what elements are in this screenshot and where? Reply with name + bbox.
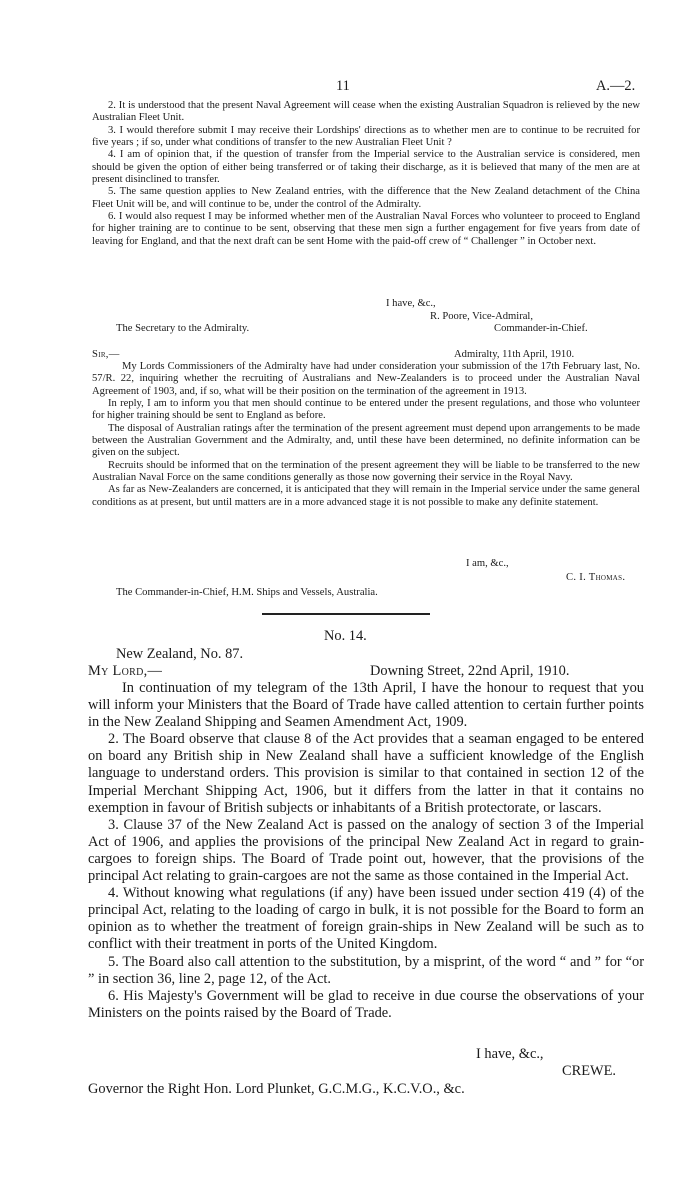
letter3-reference: New Zealand, No. 87. [116, 646, 244, 662]
letter1-signatory-title: Commander-in-Chief. [494, 323, 588, 334]
letter2-addressee: The Commander-in-Chief, H.M. Ships and Vessels, Australia. [116, 587, 378, 598]
paragraph: The disposal of Australian ratings after the termination of the present agreement must depend upon arrangements to be made between the Australian Government and the Admiralty, and, until these have been determined, no definite information can be given on the subject. [92, 422, 640, 459]
letter2-date: Admiralty, 11th April, 1910. [454, 349, 575, 360]
paragraph: 6. I would also request I may be informed whether men of the Australian Naval Forces who volunteer to proceed to England for higher training are to continue to be sent, observing that these men sign a further engagement for five years from date of leaving for England, and that the next draft can be sent Home with the paid-off crew of “ Challenger ” in October next. [92, 211, 640, 247]
paragraph: In continuation of my telegram of the 13th April, I have the honour to request that you will inform your Ministers that the Board of Trade have called attention to certain further points in the New Zealand Shipping and Seamen Amendment Act, 1909. [88, 680, 644, 731]
paragraph: 2. The Board observe that clause 8 of the Act provides that a seaman engaged to be entered on board any British ship in New Zealand shall have a sufficient knowledge of the English language to understand orders. This provision is similar to that contained in section 12 of the Imperial Merchant Shipping Act, 1906, but it differs from the latter in that it contains no exemption in favour of British subjects or inhabitants of a British protectorate, or lascars. [88, 731, 644, 816]
letter1-body [92, 100, 640, 248]
paragraph: In reply, I am to inform you that men should continue to be entered under the present regulations, and those who volunteer for higher training should be sent to England as before. [92, 398, 640, 422]
letter3-body [88, 680, 644, 1022]
paragraph: My Lords Commissioners of the Admiralty have had under consideration your submission of the 17th February last, No. 57/R. 22, inquiring whether the recruiting of Australians and New-Zealanders is to proceed under the Australian Naval Agreement of 1903, and, if so, what will be their position on the termination of the agreement in 1913. [92, 361, 640, 397]
letter2-body [92, 361, 640, 509]
letter3-signature: CREWE. [562, 1063, 616, 1079]
paragraph: As far as New-Zealanders are concerned, it is anticipated that they will remain in the Imperial service under the same general conditions as at present, but until matters are in a more advanced stage it is not possible to make any definite statement. [92, 484, 640, 508]
document-reference: A.—2. [596, 78, 636, 94]
letter3-date: Downing Street, 22nd April, 1910. [370, 663, 570, 679]
letter2-salutation: Sir,— [92, 349, 120, 360]
paragraph: 5. The Board also call attention to the substitution, by a misprint, of the word “ and ” for “or ” in section 36, line 2, page 12, of the Act. [88, 953, 644, 987]
paragraph: 4. I am of opinion that, if the question of transfer from the Imperial service to the Australian service is considered, men should be given the option of either being transferred or of taking their discharge, as it is believed that many of the men are at present disinclined to transfer. [92, 149, 640, 186]
letter-number: No. 14. [324, 628, 367, 644]
paragraph: 6. His Majesty's Government will be glad to receive in due course the observations of your Ministers on the points raised by the Board of Trade. [88, 987, 644, 1021]
paragraph: 5. The same question applies to New Zealand entries, with the difference that the New Zealand detachment of the China Fleet Unit will be, and will continue to be, under the control of the Admiralty. [92, 186, 640, 210]
section-divider [262, 613, 430, 615]
paragraph: 3. I would therefore submit I may receive their Lordships' directions as to whether men are to continue to be recruited for five years ; if so, under what conditions of transfer to the new Australian Fleet Unit ? [92, 124, 640, 149]
paragraph: Recruits should be informed that on the termination of the present agreement they will be liable to be transferred to the new Australian Naval Force on the same conditions generally as those now governing their service in the Royal Navy. [92, 459, 640, 484]
paragraph: 2. It is understood that the present Naval Agreement will cease when the existing Australian Squadron is relieved by the new Australian Fleet Unit. [92, 100, 640, 124]
letter3-addressee: Governor the Right Hon. Lord Plunket, G.C.M.G., K.C.V.O., &c. [88, 1081, 465, 1097]
letter2-signature: C. I. Thomas. [566, 572, 626, 583]
letter1-closing: I have, &c., [386, 298, 436, 309]
letter2-closing: I am, &c., [466, 558, 509, 569]
letter3-closing: I have, &c., [476, 1046, 544, 1062]
letter1-signature: R. Poore, Vice-Admiral, [430, 311, 534, 322]
page-number: 11 [336, 78, 350, 94]
paragraph: 3. Clause 37 of the New Zealand Act is passed on the analogy of section 3 of the Imperial Act of 1906, and applies the provisions of the principal New Zealand Act in regard to grain-cargoes to foreign ships. The Board of Trade point out, however, that the provisions of the principal Act relating to grain-cargoes are not the same as those contained in the Imperial Act. [88, 816, 644, 885]
letter1-addressee: The Secretary to the Admiralty. [116, 323, 250, 334]
paragraph: 4. Without knowing what regulations (if any) have been issued under section 419 (4) of the principal Act, relating to the loading of cargo in bulk, it is not possible for the Board to form an opinion as to whether the treatment of foreign grain-ships in New Zealand will be such as to conflict with their treatment in ports of the United Kingdom. [88, 885, 644, 953]
letter3-salutation: My Lord,— [88, 663, 163, 679]
